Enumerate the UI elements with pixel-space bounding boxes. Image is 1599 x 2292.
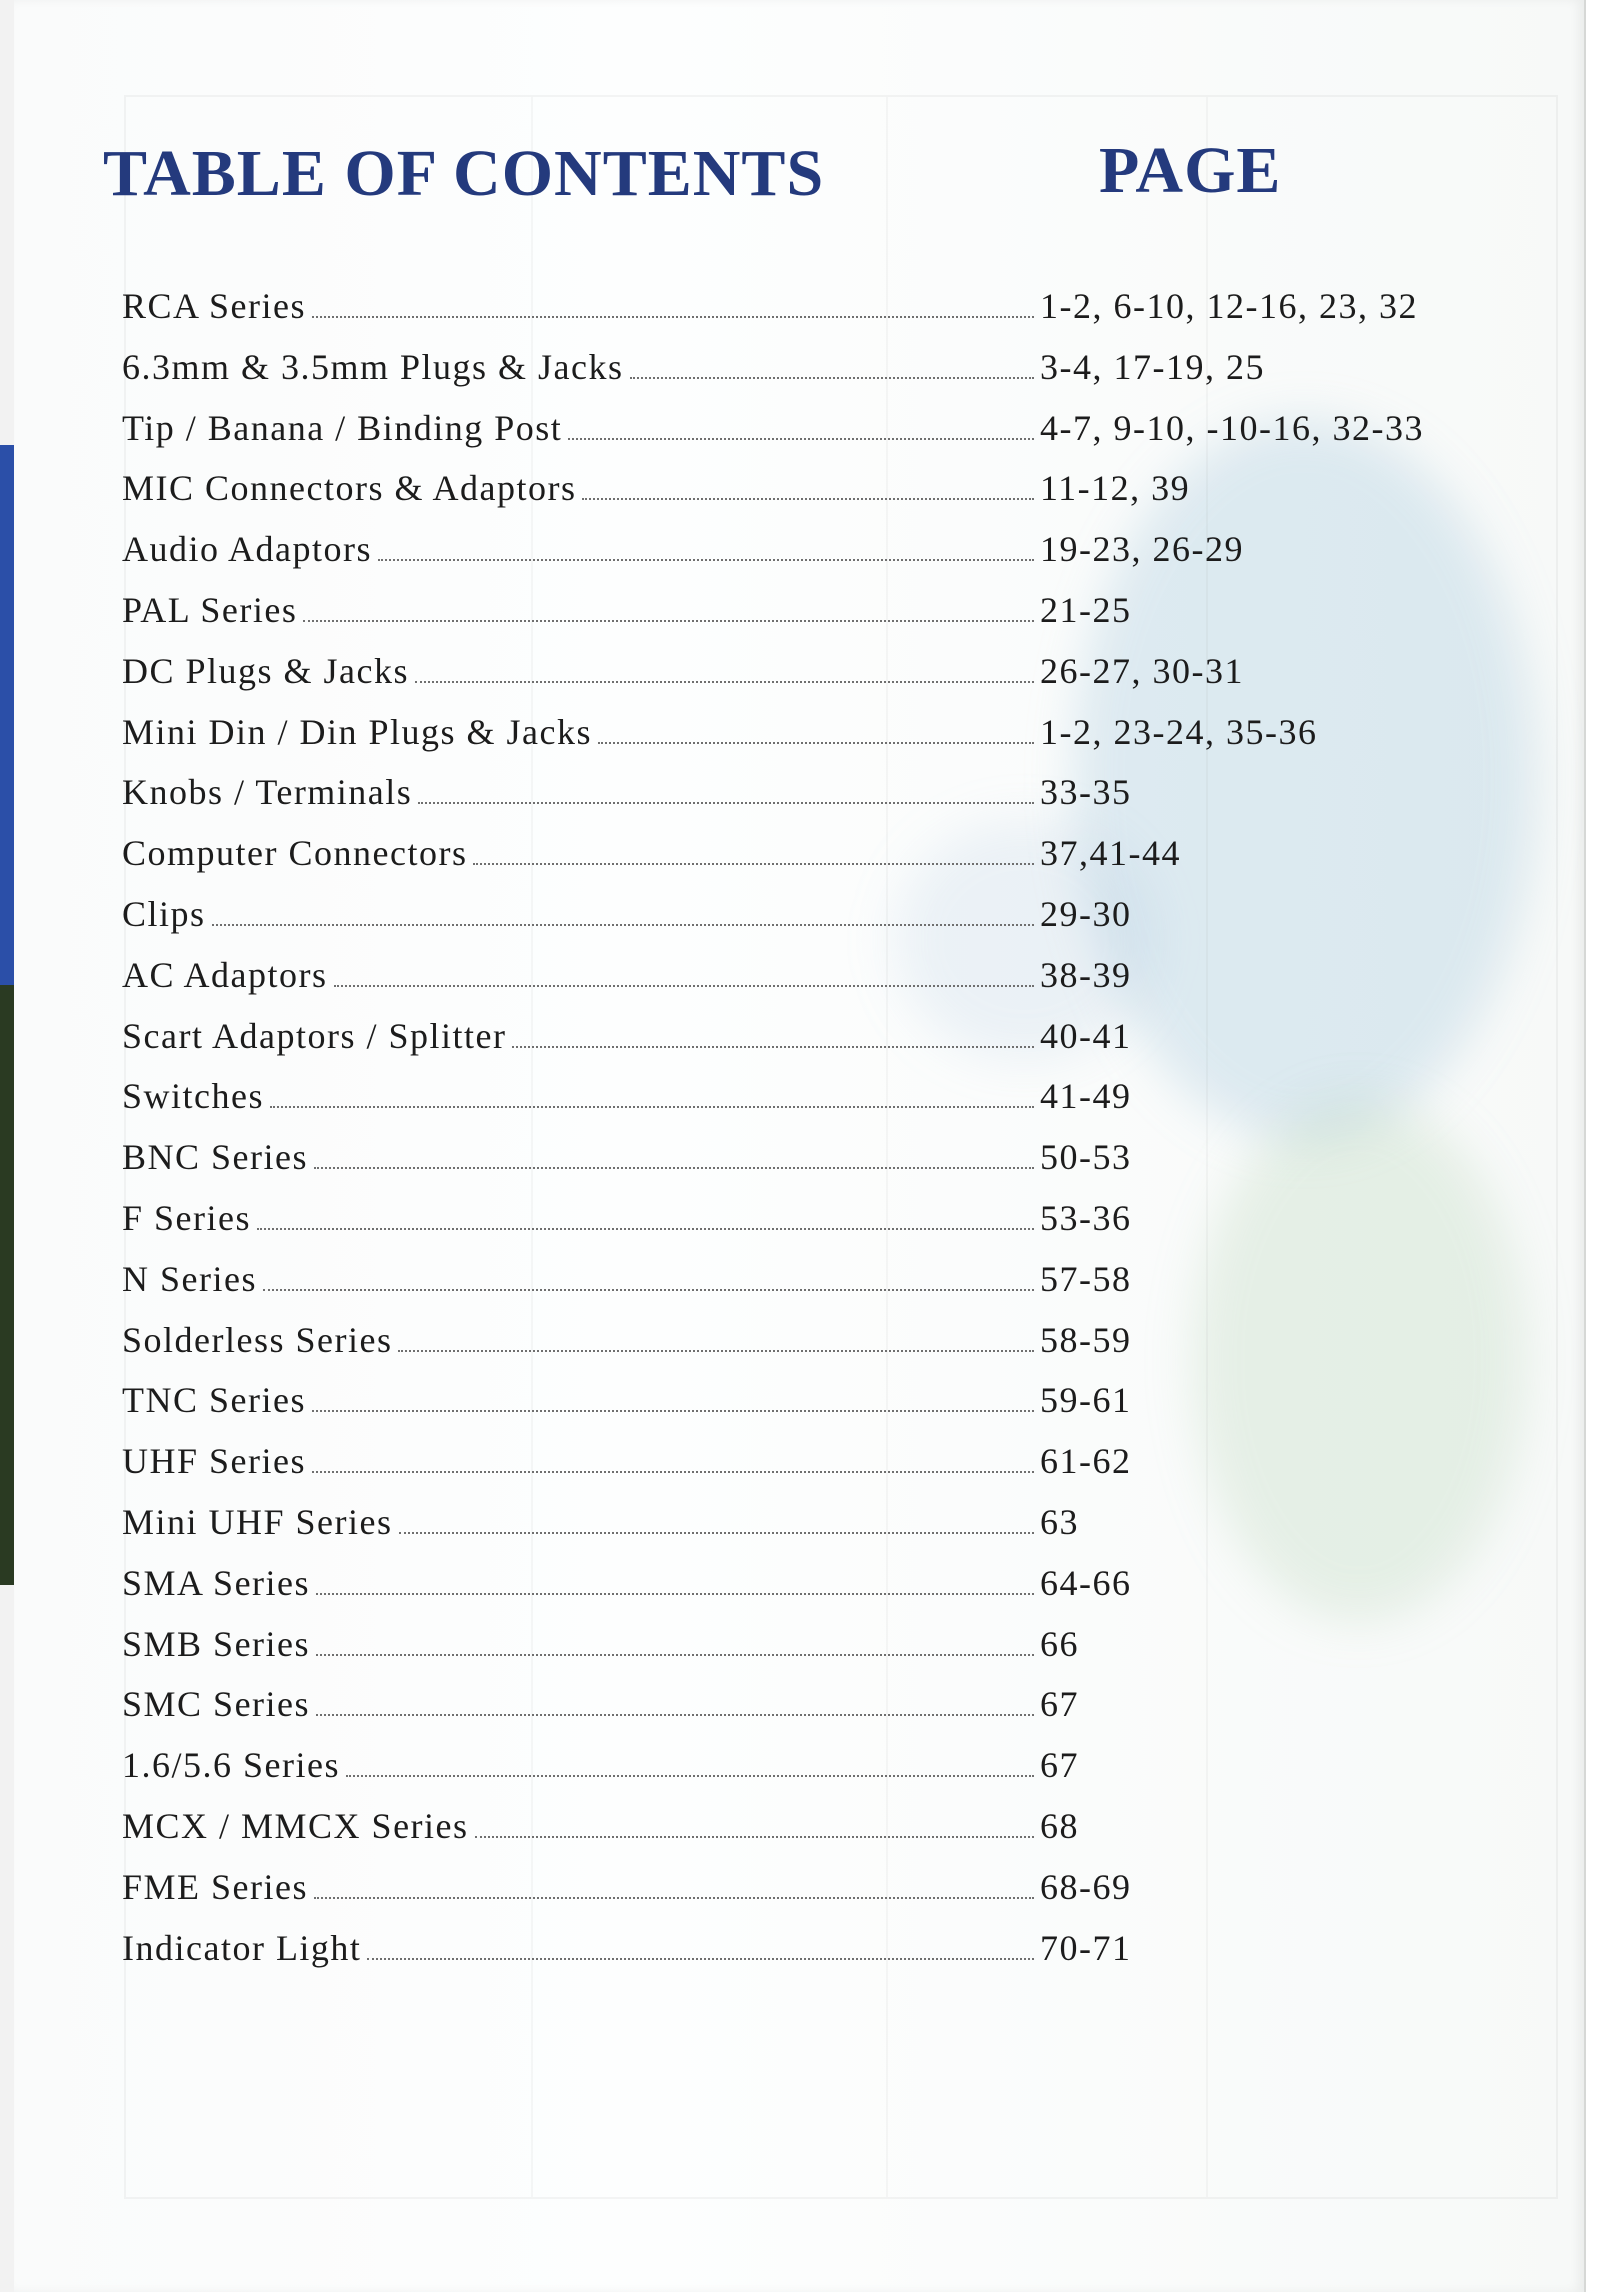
toc-entry (122, 461, 1322, 509)
toc-entry (122, 644, 1322, 692)
toc-entry-pages: 67 (1040, 1745, 1079, 1785)
toc-entry-label: TNC Series (122, 1380, 306, 1420)
toc-entry (122, 1009, 1322, 1057)
toc-entry-label: Indicator Light (122, 1928, 362, 1968)
toc-entry-pages: 26-27, 30-31 (1040, 651, 1244, 691)
toc-entry (122, 522, 1322, 570)
toc-entry-label: N Series (122, 1259, 257, 1299)
toc-entry (122, 1677, 1322, 1725)
toc-entry (122, 340, 1322, 388)
toc-entry-pages: 64-66 (1040, 1563, 1132, 1603)
toc-entry-pages: 41-49 (1040, 1076, 1132, 1116)
dot-leader (312, 1471, 1034, 1473)
dot-leader (598, 742, 1034, 744)
dot-leader (378, 559, 1034, 561)
toc-entry-label: Knobs / Terminals (122, 772, 413, 812)
toc-entry-label: AC Adaptors (122, 955, 328, 995)
toc-entry-label: SMB Series (122, 1624, 311, 1664)
toc-entry (122, 401, 1424, 449)
toc-entry (122, 705, 1322, 753)
toc-entry (122, 1495, 1322, 1543)
toc-entry-pages: 67 (1040, 1684, 1079, 1724)
toc-entry-label: MIC Connectors & Adaptors (122, 468, 577, 508)
toc-entry (122, 1556, 1322, 1604)
toc-entry (122, 1860, 1322, 1908)
toc-entry (122, 765, 1322, 813)
toc-entry-pages: 50-53 (1040, 1137, 1132, 1177)
toc-entry (122, 1434, 1322, 1482)
toc-entry (122, 1921, 1322, 1969)
dot-leader (475, 1836, 1034, 1838)
toc-entry-pages: 40-41 (1040, 1016, 1132, 1056)
toc-entry-pages: 29-30 (1040, 894, 1132, 934)
toc-entry (122, 948, 1322, 996)
toc-entry-pages: 59-61 (1040, 1380, 1132, 1420)
toc-entry-label: SMA Series (122, 1563, 311, 1603)
dot-leader (316, 1654, 1034, 1656)
dot-leader (212, 924, 1034, 926)
toc-entry-label: Switches (122, 1076, 264, 1116)
toc-entry-pages: 3-4, 17-19, 25 (1040, 347, 1265, 387)
dot-leader (415, 681, 1034, 683)
dot-leader (334, 985, 1035, 987)
dot-leader (582, 498, 1034, 500)
toc-entry-label: Mini UHF Series (122, 1502, 393, 1542)
toc-entry (122, 1252, 1322, 1300)
toc-entry-label: DC Plugs & Jacks (122, 651, 410, 691)
dot-leader (473, 863, 1034, 865)
dot-leader (303, 620, 1034, 622)
toc-entry-label: FME Series (122, 1867, 308, 1907)
toc-entry-pages: 38-39 (1040, 955, 1132, 995)
toc-entry (122, 1617, 1322, 1665)
toc-entry-label: SMC Series (122, 1684, 311, 1724)
toc-entry (122, 826, 1322, 874)
toc-entry-pages: 63 (1040, 1502, 1079, 1542)
toc-entry-label: Clips (122, 894, 206, 934)
page-column-heading: PAGE (1099, 134, 1282, 207)
toc-entry-pages: 53-36 (1040, 1198, 1132, 1238)
toc-entry-pages: 37,41-44 (1040, 833, 1181, 873)
toc-entry-label: Scart Adaptors / Splitter (122, 1016, 507, 1056)
dot-leader (399, 1532, 1034, 1534)
toc-entry (122, 1191, 1322, 1239)
dot-leader (312, 316, 1034, 318)
toc-entry-pages: 1-2, 23-24, 35-36 (1040, 712, 1318, 752)
toc-entry-pages: 61-62 (1040, 1441, 1132, 1481)
toc-entry (122, 279, 1418, 327)
dot-leader (512, 1046, 1034, 1048)
dot-leader (367, 1958, 1034, 1960)
toc-entry-pages: 33-35 (1040, 772, 1132, 812)
toc-entry-pages: 66 (1040, 1624, 1079, 1664)
toc-entry-label: BNC Series (122, 1137, 308, 1177)
toc-entry-pages: 70-71 (1040, 1928, 1132, 1968)
toc-entry-pages: 57-58 (1040, 1259, 1132, 1299)
toc-entry (122, 887, 1322, 935)
toc-entry-pages: 19-23, 26-29 (1040, 529, 1244, 569)
toc-entry-label: UHF Series (122, 1441, 306, 1481)
toc-entry-label: Computer Connectors (122, 833, 468, 873)
toc-entry (122, 1373, 1322, 1421)
toc-entry (122, 1799, 1322, 1847)
toc-entry-pages: 11-12, 39 (1040, 468, 1191, 508)
dot-leader (346, 1775, 1034, 1777)
toc-entry-label: F Series (122, 1198, 251, 1238)
dot-leader (630, 377, 1034, 379)
dot-leader (312, 1410, 1034, 1412)
toc-entry-label: RCA Series (122, 286, 307, 326)
dot-leader (263, 1289, 1034, 1291)
dot-leader (398, 1350, 1034, 1352)
toc-entry (122, 1069, 1322, 1117)
toc-entry-label: PAL Series (122, 590, 298, 630)
toc-entry-label: Mini Din / Din Plugs & Jacks (122, 712, 593, 752)
toc-entry-label: Solderless Series (122, 1320, 393, 1360)
toc-entry (122, 1313, 1322, 1361)
toc-entry-label: 6.3mm & 3.5mm Plugs & Jacks (122, 347, 624, 387)
dot-leader (418, 802, 1034, 804)
toc-entry-label: 1.6/5.6 Series (122, 1745, 340, 1785)
toc-entry-pages: 4-7, 9-10, -10-16, 32-33 (1040, 408, 1424, 448)
dot-leader (270, 1106, 1034, 1108)
toc-entry (122, 1738, 1322, 1786)
toc-entry-label: Audio Adaptors (122, 529, 372, 569)
dot-leader (314, 1897, 1034, 1899)
dot-leader (316, 1714, 1034, 1716)
toc-entry-pages: 58-59 (1040, 1320, 1132, 1360)
dot-leader (568, 438, 1034, 440)
dot-leader (257, 1228, 1034, 1230)
toc-heading: TABLE OF CONTENTS (103, 137, 825, 210)
toc-entry-label: MCX / MMCX Series (122, 1806, 469, 1846)
toc-entry (122, 583, 1322, 631)
toc-entry-pages: 68 (1040, 1806, 1079, 1846)
toc-entry-label: Tip / Banana / Binding Post (122, 408, 563, 448)
toc-entry (122, 1130, 1322, 1178)
toc-entry-pages: 1-2, 6-10, 12-16, 23, 32 (1040, 286, 1418, 326)
dot-leader (314, 1167, 1034, 1169)
toc-entry-pages: 21-25 (1040, 590, 1132, 630)
toc-entry-pages: 68-69 (1040, 1867, 1132, 1907)
dot-leader (316, 1593, 1034, 1595)
